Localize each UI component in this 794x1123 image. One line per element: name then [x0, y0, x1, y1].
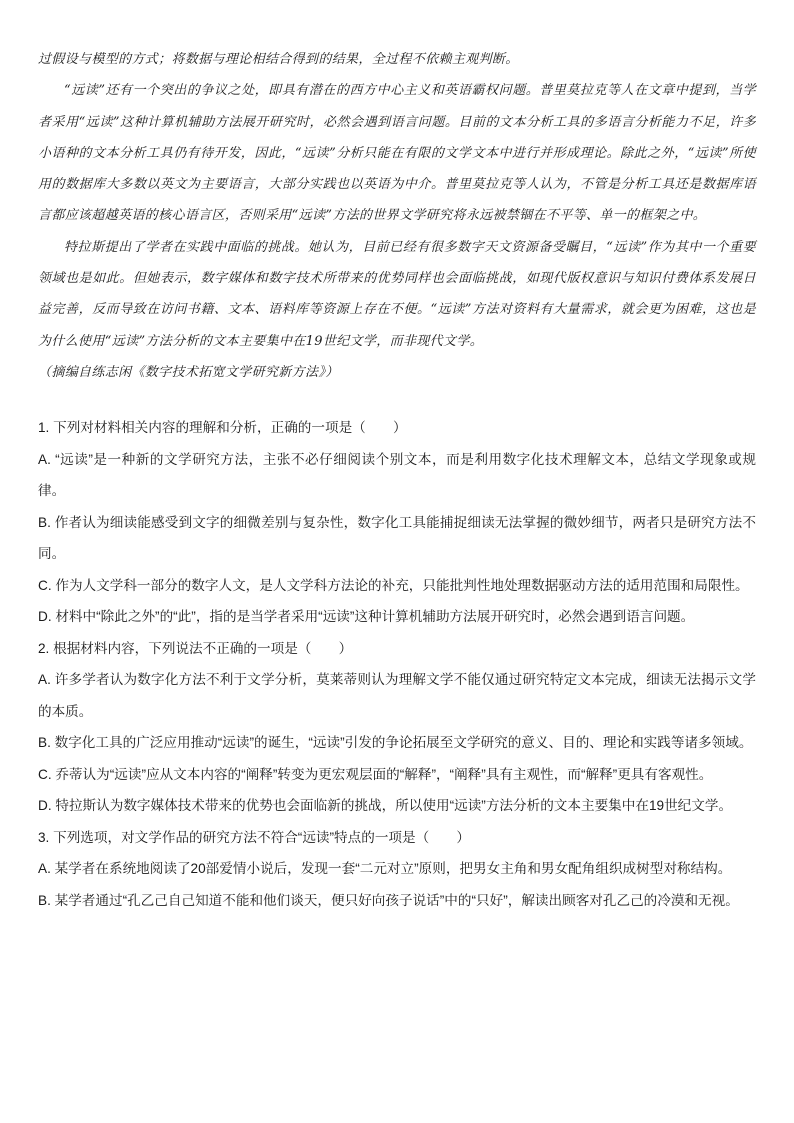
question-stem: 1. 下列对材料相关内容的理解和分析，正确的一项是（ ）	[38, 420, 407, 435]
question-stem: 3. 下列选项，对文学作品的研究方法不符合“远读”特点的一项是（ ）	[38, 829, 470, 845]
question-list	[38, 412, 756, 916]
option-a: A. 许多学者认为数字化方法不利于文学分析，莫莱蒂则认为理解文学不能仅通过研究特定文本完成，细读无法揭示文学的本质。	[38, 672, 756, 719]
passage-source: （摘编自练志闲《数字技术拓宽文学研究新方法》）	[38, 364, 339, 380]
passage-paragraph: “远读”还有一个突出的争议之处，即具有潜在的西方中心主义和英语霸权问题。普里莫拉克等人在文章中提到，当学者采用“远读”这种计算机辅助方法展开研究时，必然会遇到语言问题。目前的文本分析工具的多语言分析能力不足，许多小语种的文本分析工具仍有待开发，因此，“远读”分析只能在有限的文学文本中进行并形成理论。除此之外，“远读”所使用的数据库大多数以英文为主要语言，大部分实践也以英语为中介。普里莫拉克等人认为，不管是分析工具还是数据库语言都应该超越英语的核心语言区，否则采用“远读”方法的世界文学研究将永远被禁锢在不平等、单一的框架之中。	[38, 83, 756, 224]
passage-paragraph: 特拉斯提出了学者在实践中面临的挑战。她认为，目前已经有很多数字天文资源备受瞩目，“远读”作为其中一个重要领域也是如此。但她表示，数字媒体和数字技术所带来的优势同样也会面临挑战，如现代版权意识与知识付费体系发展日益完善，反而导致在访问书籍、文本、语料库等资源上存在不便。“远读”方法对资料有大量需求，就会更为困难，这也是为什么使用“远读”方法分析的文本主要集中在19世纪文学，而非现代文学。	[38, 239, 756, 349]
option-a: A. “远读”是一种新的文学研究方法，主张不必仔细阅读个别文本，而是利用数字化技术理解文本，总结文学现象或规律。	[38, 451, 756, 498]
question-3	[38, 822, 756, 917]
reading-passage	[38, 44, 756, 388]
option-d: D. 材料中“除此之外”的“此”，指的是当学者采用“远读”这种计算机辅助方法展开研究时，必然会遇到语言问题。	[38, 609, 695, 624]
option-b: B. 某学者通过“孔乙己自己知道不能和他们谈天，便只好向孩子说话”中的“只好”，解读出顾客对孔乙己的冷漠和无视。	[38, 892, 739, 908]
question-1	[38, 412, 756, 633]
option-a: A. 某学者在系统地阅读了20部爱情小说后，发现一套“二元对立”原则，把男女主角和男女配角组织成树型对称结构。	[38, 861, 732, 876]
option-b: B. 数字化工具的广泛应用推动“远读”的诞生，“远读”引发的争论拓展至文学研究的意义、目的、理论和实践等诸多领域。	[38, 735, 753, 750]
option-c: C. 作为人文学科一部分的数字人文，是人文学科方法论的补充，只能批判性地处理数据驱动方法的适用范围和局限性。	[38, 577, 749, 593]
question-2	[38, 633, 756, 822]
option-b: B. 作者认为细读能感受到文字的细微差别与复杂性，数字化工具能捕捉细读无法掌握的微妙细节，两者只是研究方法不同。	[38, 514, 756, 561]
passage-paragraph: 过假设与模型的方式；将数据与理论相结合得到的结果，全过程不依赖主观判断。	[38, 52, 519, 67]
option-d: D. 特拉斯认为数字媒体技术带来的优势也会面临新的挑战，所以使用“远读”方法分析的文本主要集中在19世纪文学。	[38, 798, 733, 813]
question-stem: 2. 根据材料内容，下列说法不正确的一项是（ ）	[38, 640, 353, 656]
option-c: C. 乔蒂认为“远读”应从文本内容的“阐释”转变为更宏观层面的“解释”，“阐释”具有主观性，而“解释”更具有客观性。	[38, 766, 713, 782]
